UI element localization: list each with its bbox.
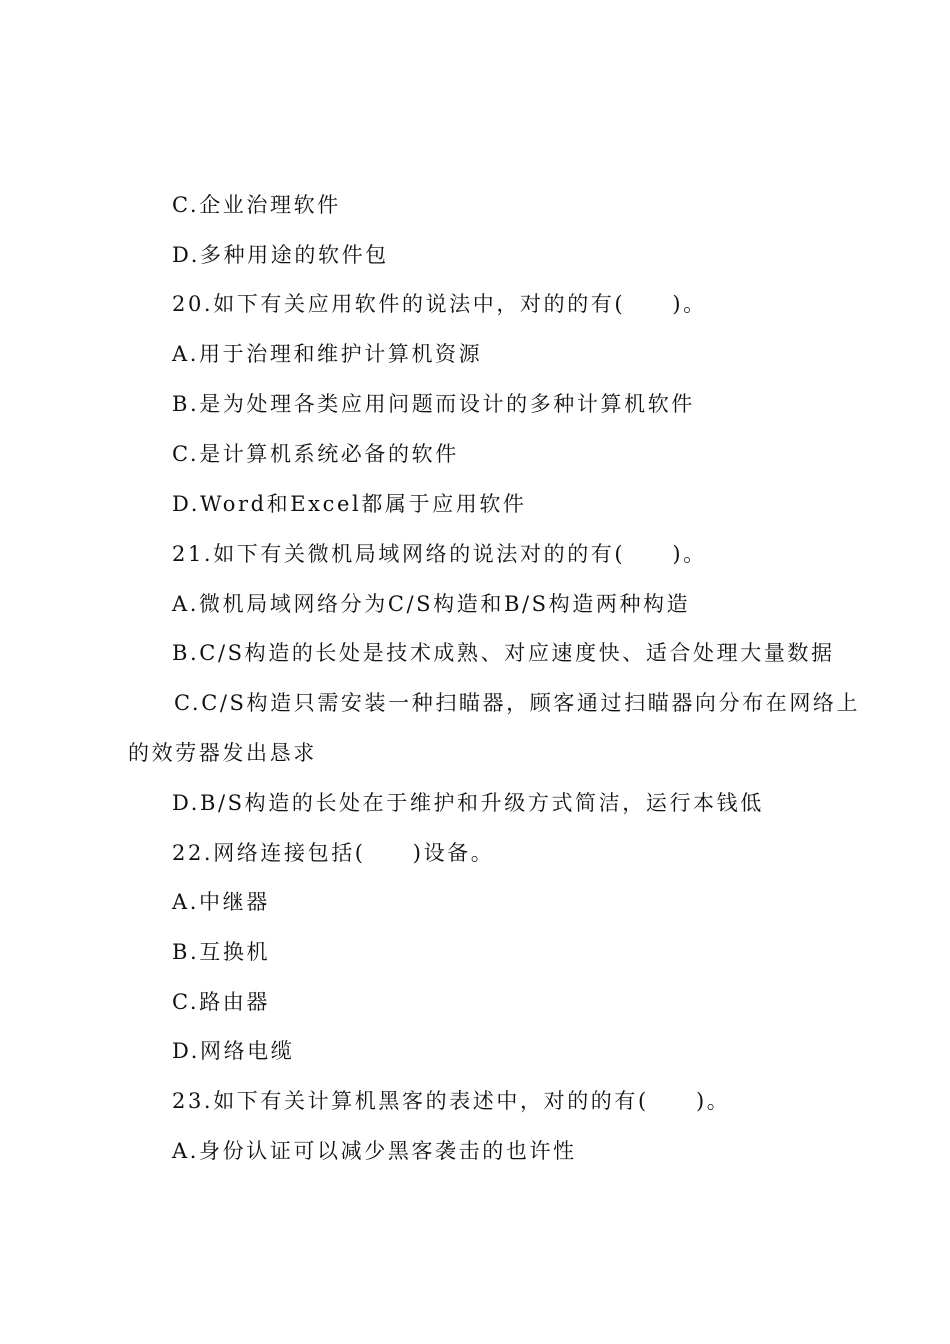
q21-option-b: B.C/S构造的长处是技术成熟、对应速度快、适合处理大量数据 xyxy=(172,641,835,665)
question-21: 21.如下有关微机局域网络的说法对的的有( )。 xyxy=(172,542,707,566)
q20-option-c: C.是计算机系统必备的软件 xyxy=(172,442,459,466)
option-d-multipurpose-package: D.多种用途的软件包 xyxy=(172,243,389,267)
q22-option-b: B.互换机 xyxy=(172,940,271,964)
q20-option-b: B.是为处理各类应用问题而设计的多种计算机软件 xyxy=(172,392,695,416)
q21-option-c-continued: 的效劳器发出恳求 xyxy=(128,741,317,765)
question-22: 22.网络连接包括( )设备。 xyxy=(172,841,495,865)
q22-option-c: C.路由器 xyxy=(172,990,270,1014)
q21-option-a: A.微机局域网络分为C/S构造和B/S构造两种构造 xyxy=(172,592,691,616)
q21-option-d: D.B/S构造的长处在于维护和升级方式简洁，运行本钱低 xyxy=(172,791,764,815)
q20-option-a: A.用于治理和维护计算机资源 xyxy=(172,342,483,366)
option-c-enterprise-software: C.企业治理软件 xyxy=(172,193,341,217)
question-23: 23.如下有关计算机黑客的表述中，对的的有( )。 xyxy=(172,1089,731,1113)
question-20: 20.如下有关应用软件的说法中，对的的有( )。 xyxy=(172,292,707,316)
q20-option-d: D.Word和Excel都属于应用软件 xyxy=(172,492,527,516)
q22-option-a: A.中继器 xyxy=(172,890,270,914)
q21-option-c: C.C/S构造只需安装一种扫瞄器，顾客通过扫瞄器向分布在网络上 xyxy=(174,691,861,715)
q22-option-d: D.网络电缆 xyxy=(172,1039,295,1063)
q23-option-a: A.身份认证可以减少黑客袭击的也许性 xyxy=(172,1139,577,1163)
